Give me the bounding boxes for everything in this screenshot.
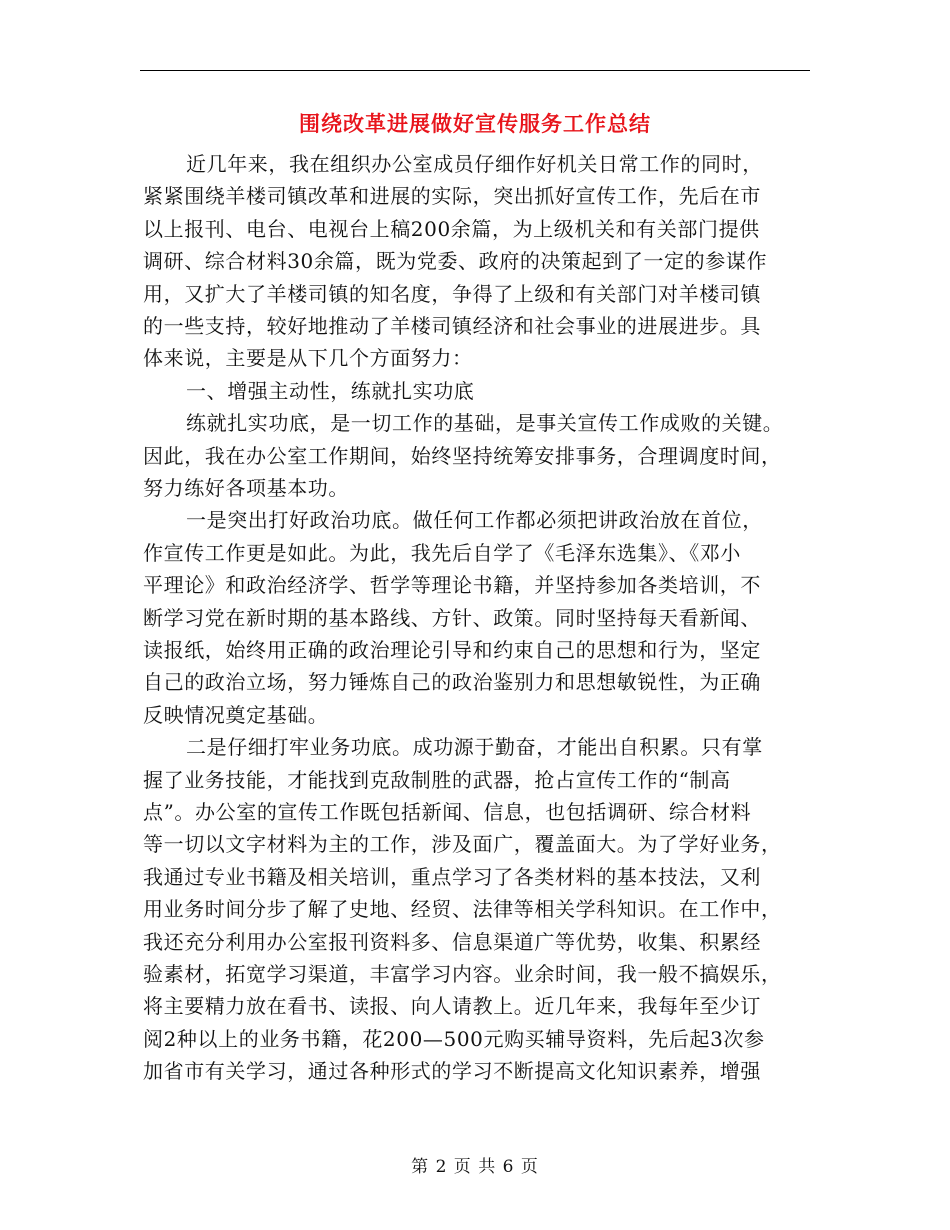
body-line: 读报纸，始终用正确的政治理论引导和约束自己的思想和行为，坚定: [143, 638, 761, 662]
body-line: 我通过专业书籍及相关培训，重点学习了各类材料的基本技法，又利: [143, 864, 761, 889]
body-line: 努力练好各项基本功。: [143, 476, 349, 500]
body-line: 我还充分利用办公室报刊资料多、信息渠道广等优势，收集、积累经: [143, 929, 761, 954]
body-line: 等一切以文字材料为主的工作，涉及面广，覆盖面大。为了学好业务，: [143, 832, 782, 857]
header-rule: [140, 70, 810, 71]
body-line: 一是突出打好政治功底。做任何工作都必须把讲政治放在首位，: [186, 508, 763, 533]
body-line: 握了业务技能，才能找到克敌制胜的武器，抢占宣传工作的“制高: [143, 767, 731, 792]
body-line: 用业务时间分步了解了史地、经贸、法律等相关学科知识。在工作中，: [143, 897, 782, 922]
body-line: 练就扎实功底，是一切工作的基础，是事关宣传工作成败的关键。: [186, 411, 784, 436]
body-line: 断学习党在新时期的基本路线、方针、政策。同时坚持每天看新闻、: [143, 605, 761, 630]
body-line: 自己的政治立场，努力锤炼自己的政治鉴别力和思想敏锐性，为正确: [143, 670, 761, 695]
page-number-footer: 第 2 页 共 6 页: [411, 1157, 539, 1177]
body-line: 调研、综合材料30余篇，既为党委、政府的决策起到了一定的参谋作: [143, 249, 768, 274]
body-line: 二是仔细打牢业务功底。成功源于勤奋，才能出自积累。只有掌: [186, 735, 763, 760]
section-heading: 一、增强主动性，练就扎实功底: [186, 378, 475, 403]
body-line: 反映情况奠定基础。: [143, 702, 329, 727]
body-line: 紧紧围绕羊楼司镇改革和进展的实际，突出抓好宣传工作，先后在市: [143, 184, 761, 209]
body-line: 阅2种以上的业务书籍，花200—500元购买辅导资料，先后起3次参: [143, 1026, 765, 1051]
body-line: 近几年来，我在组织办公室成员仔细作好机关日常工作的同时，: [186, 152, 763, 176]
document-title: 围绕改革进展做好宣传服务工作总结: [299, 112, 651, 136]
body-line: 点”。办公室的宣传工作既包括新闻、信息，也包括调研、综合材料: [143, 800, 752, 824]
body-line: 平理论》和政治经济学、哲学等理论书籍，并坚持参加各类培训，不: [143, 573, 761, 598]
body-line: 因此，我在办公室工作期间，始终坚持统筹安排事务，合理调度时间，: [143, 443, 782, 468]
body-line: 验素材，拓宽学习渠道，丰富学习内容。业余时间，我一般不搞娱乐，: [143, 962, 782, 986]
body-line: 的一些支持，较好地推动了羊楼司镇经济和社会事业的进展进步。具: [143, 314, 761, 338]
body-line: 作宣传工作更是如此。为此，我先后自学了《毛泽东选集》、《邓小: [143, 540, 741, 565]
body-line: 体来说，主要是从下几个方面努力：: [143, 346, 473, 371]
body-line: 用，又扩大了羊楼司镇的知名度，争得了上级和有关部门对羊楼司镇: [143, 281, 761, 306]
body-line: 以上报刊、电台、电视台上稿200余篇，为上级机关和有关部门提供: [143, 216, 760, 241]
body-line: 将主要精力放在看书、读报、向人请教上。近几年来，我每年至少订: [143, 994, 761, 1019]
body-line: 加省市有关学习，通过各种形式的学习不断提高文化知识素养，增强: [143, 1059, 761, 1084]
